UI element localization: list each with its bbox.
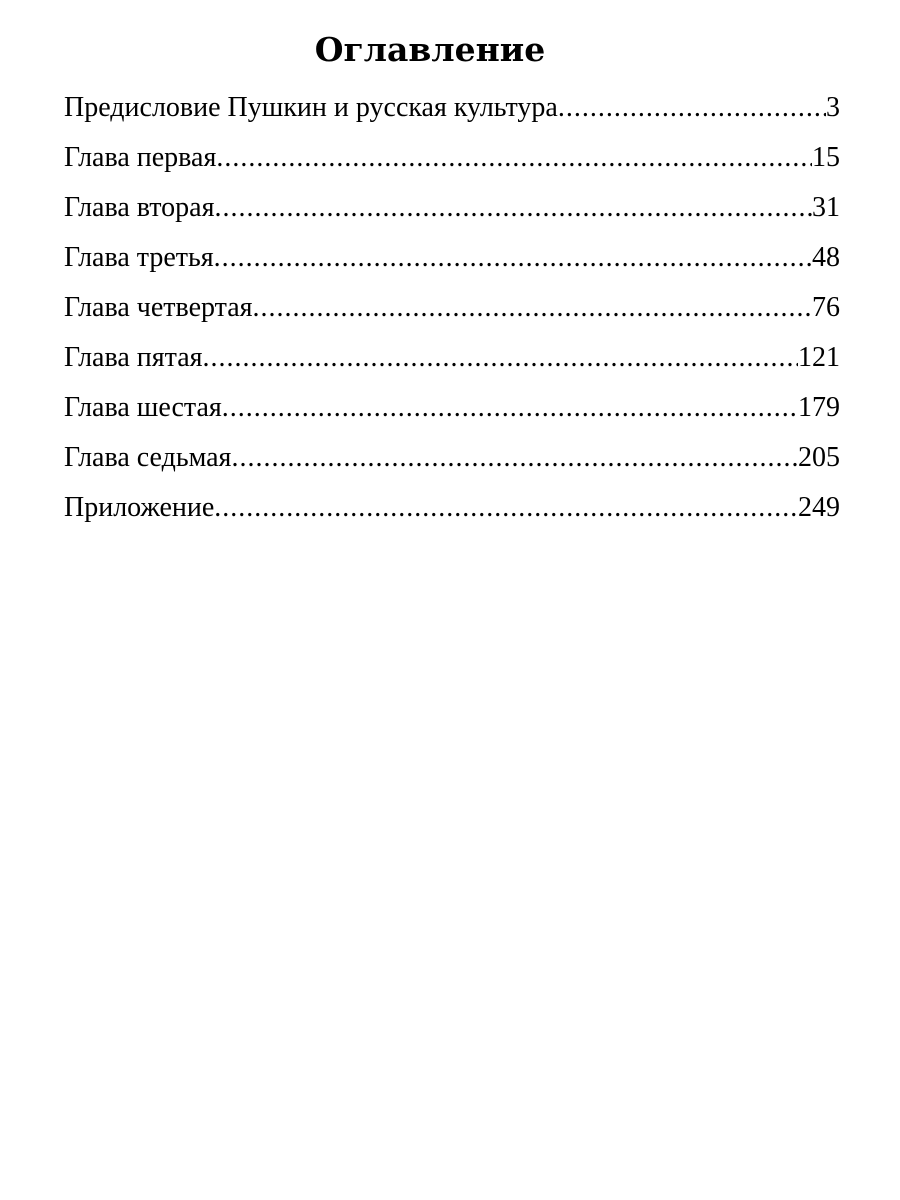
toc-entry[interactable] <box>64 283 840 333</box>
toc-entry-label: Глава первая <box>64 142 217 173</box>
toc-dot-leader <box>216 133 812 183</box>
toc-entry-label: Глава шестая <box>64 392 222 423</box>
toc-dot-leader <box>222 383 798 433</box>
toc-entry-label: Глава вторая <box>64 192 215 223</box>
toc-entry[interactable] <box>64 383 840 433</box>
toc-dot-leader <box>214 483 798 533</box>
toc-entry-label: Глава третья <box>64 242 214 273</box>
toc-page-number: 31 <box>812 192 840 223</box>
toc-page-number: 76 <box>812 292 840 323</box>
toc-page-number: 3 <box>826 92 840 123</box>
toc-page-number: 179 <box>798 392 840 423</box>
toc-entry[interactable] <box>64 83 840 133</box>
toc-dot-leader <box>231 433 798 483</box>
table-of-contents <box>64 83 840 533</box>
toc-entry-label: Глава пятая <box>64 342 203 373</box>
toc-entry-label: Приложение <box>64 492 215 523</box>
toc-page-number: 121 <box>798 342 840 373</box>
toc-entry[interactable] <box>64 433 840 483</box>
toc-dot-leader <box>253 283 812 333</box>
toc-entry[interactable] <box>64 183 840 233</box>
toc-entry-label: Предисловие Пушкин и русская культура <box>64 92 558 123</box>
toc-page-number: 249 <box>798 492 840 523</box>
toc-page-number: 205 <box>798 442 840 473</box>
toc-entry[interactable] <box>64 233 840 283</box>
toc-dot-leader <box>214 233 812 283</box>
toc-page-number: 48 <box>812 242 840 273</box>
toc-dot-leader <box>214 183 812 233</box>
toc-page-number: 15 <box>812 142 840 173</box>
toc-entry[interactable] <box>64 333 840 383</box>
toc-dot-leader <box>558 83 826 133</box>
toc-dot-leader <box>203 333 798 383</box>
toc-entry-label: Глава седьмая <box>64 442 232 473</box>
toc-entry-label: Глава четвертая <box>64 292 253 323</box>
page-title: Оглавление <box>314 30 546 69</box>
toc-entry[interactable] <box>64 483 840 533</box>
toc-entry[interactable] <box>64 133 840 183</box>
